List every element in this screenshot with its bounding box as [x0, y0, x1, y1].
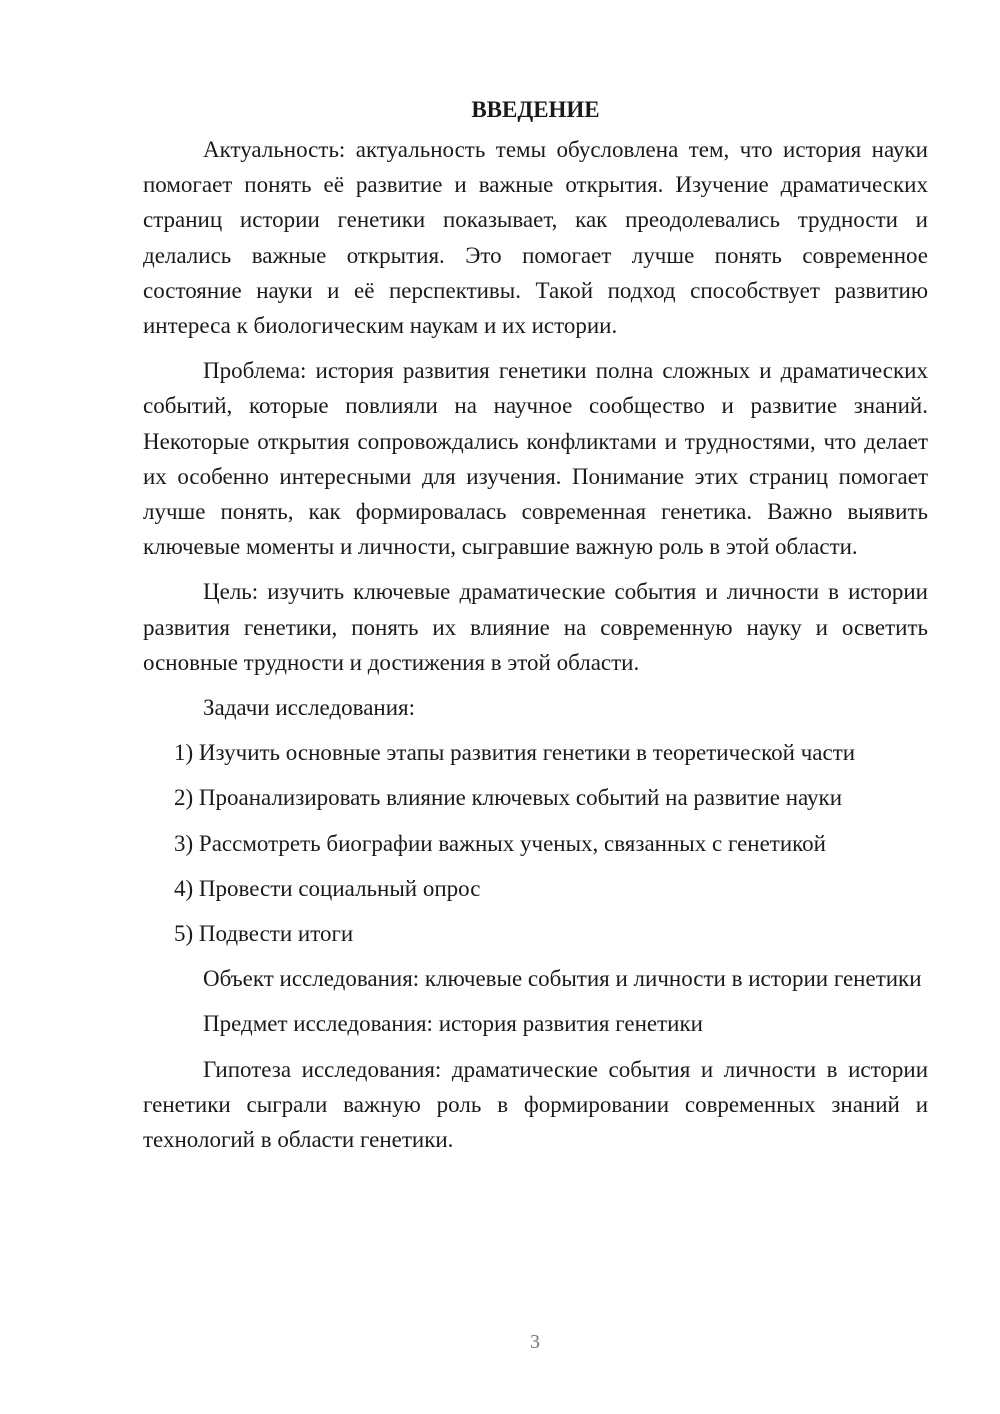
paragraph-problem: Проблема: история развития генетики полна сложных и драматических событий, которые повлияли на научное сообщество и развитие знаний. Некоторые открытия сопровождались конфликтами и трудностями, что делает их особенно интересными для изучения. Понимание этих страниц помогает лучше понять, как формировалась современная генетика. Важно выявить ключевые моменты и личности, сыгравшие важную роль в этой области.	[143, 358, 928, 560]
page-content	[143, 92, 928, 1157]
page-number: 3	[530, 1331, 540, 1353]
list-item: 2) Проанализировать влияние ключевых событий на развитие науки	[174, 785, 843, 811]
paragraph-hypothesis: Гипотеза исследования: драматические события и личности в истории генетики сыграли важную роль в формировании современных знаний и технологий в области генетики.	[143, 1056, 928, 1153]
page-title: ВВЕДЕНИЕ	[471, 97, 600, 122]
list-item: 1) Изучить основные этапы развития генетики в теоретической части	[174, 740, 856, 766]
paragraph-goal: Цель: изучить ключевые драматические события и личности в истории развития генетики, понять их влияние на современную науку и осветить основные трудности и достижения в этой области.	[143, 579, 928, 675]
tasks-heading: Задачи исследования:	[203, 695, 416, 721]
list-item: 4) Провести социальный опрос	[174, 875, 481, 901]
tasks-list	[143, 735, 928, 951]
list-item: 3) Рассмотреть биографии важных ученых, связанных с генетикой	[174, 830, 826, 856]
paragraph-object: Объект исследования: ключевые события и личности в истории генетики	[203, 966, 922, 992]
paragraph-relevance: Актуальность: актуальность темы обусловлена тем, что история науки помогает понять её развитие и важные открытия. Изучение драматических страниц истории генетики показывает, как преодолевались трудности и делались важные открытия. Это помогает лучше понять современное состояние науки и её перспективы. Такой подход способствует развитию интереса к биологическим наукам и их истории.	[143, 137, 928, 339]
list-item: 5) Подвести итоги	[174, 921, 354, 947]
paragraph-subject: Предмет исследования: история развития генетики	[203, 1011, 703, 1037]
